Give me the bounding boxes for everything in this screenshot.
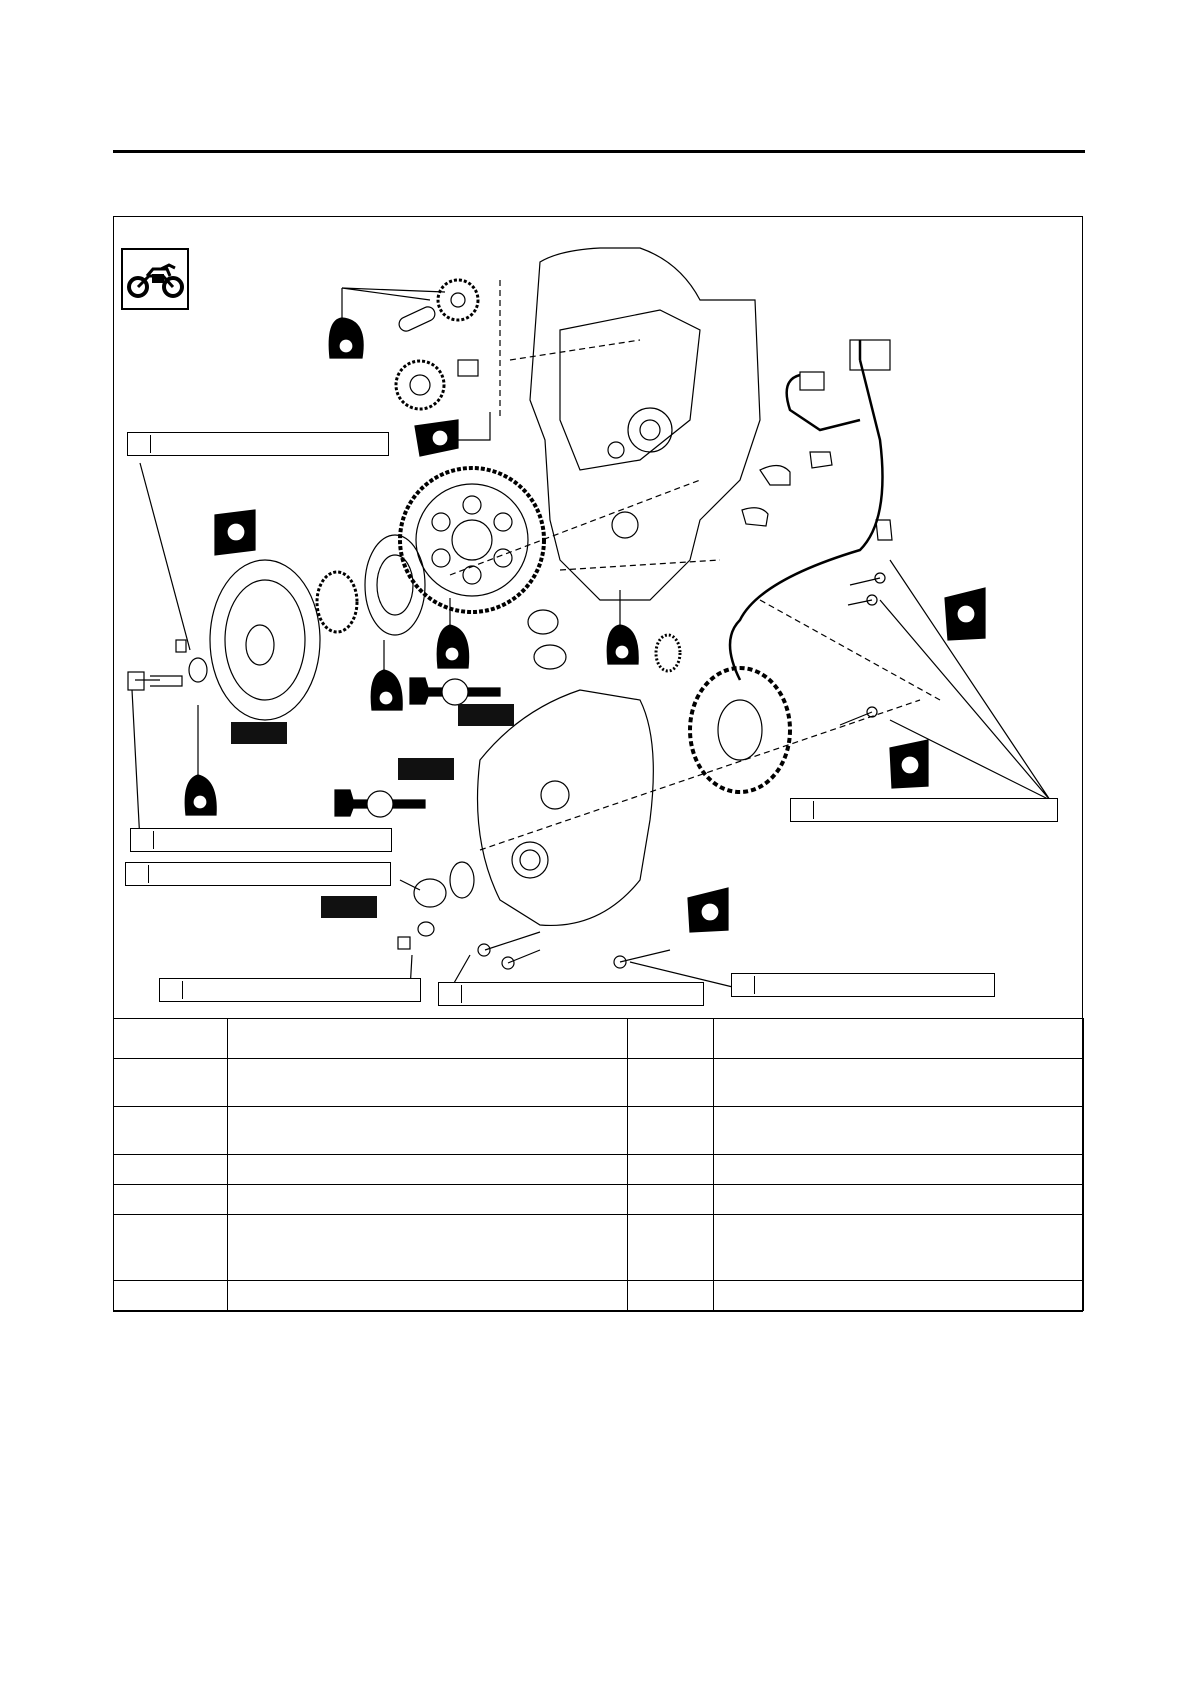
torque-spec-stator-bolt (731, 973, 995, 997)
torque-wrench-icon (734, 976, 755, 994)
torque-wrench-icon (162, 981, 183, 999)
torque-wrench-icon (793, 801, 814, 819)
table-cell (628, 1185, 714, 1215)
new-part-tag-oring-upper (458, 704, 514, 726)
torque-spec-drain-bolt (159, 978, 421, 1002)
table-cell (114, 1059, 228, 1107)
torque-spec-flywheel-bolt (130, 828, 392, 852)
table-row (114, 1019, 1084, 1059)
torque-wrench-icon (130, 435, 151, 453)
header-rule (113, 150, 1085, 153)
table-row (114, 1059, 1084, 1107)
table-cell (714, 1019, 1084, 1059)
table-cell (628, 1107, 714, 1155)
table-cell (114, 1155, 228, 1185)
table-cell (628, 1019, 714, 1059)
table-cell (714, 1281, 1084, 1311)
torque-wrench-icon (441, 985, 462, 1003)
table-cell (714, 1155, 1084, 1185)
table-cell (714, 1185, 1084, 1215)
torque-spec-plug (125, 862, 391, 886)
table-cell (228, 1019, 628, 1059)
table-cell (228, 1281, 628, 1311)
table-cell (714, 1059, 1084, 1107)
table-cell (114, 1185, 228, 1215)
table-row (114, 1107, 1084, 1155)
new-part-tag-gasket (321, 896, 377, 918)
table-cell (628, 1155, 714, 1185)
table-cell (114, 1281, 228, 1311)
table-cell (228, 1107, 628, 1155)
torque-wrench-icon (133, 831, 154, 849)
new-part-tag-washer (231, 722, 287, 744)
table-cell (114, 1107, 228, 1155)
table-cell (628, 1281, 714, 1311)
table-cell (114, 1215, 228, 1281)
torque-spec-cover-bolts (438, 982, 704, 1006)
table-row (114, 1281, 1084, 1311)
table-row (114, 1155, 1084, 1185)
table-cell (228, 1185, 628, 1215)
table-row (114, 1215, 1084, 1281)
motorcycle-icon (121, 248, 189, 310)
torque-wrench-icon (128, 865, 149, 883)
table-cell (228, 1059, 628, 1107)
table-cell (628, 1059, 714, 1107)
new-part-tag-oring-lower (398, 758, 454, 780)
torque-spec-upper-left (127, 432, 389, 456)
table-row (114, 1185, 1084, 1215)
parts-table (113, 1018, 1084, 1311)
torque-spec-right (790, 798, 1058, 822)
table-cell (628, 1215, 714, 1281)
table-cell (714, 1215, 1084, 1281)
table-cell (714, 1107, 1084, 1155)
table-cell (228, 1155, 628, 1185)
table-cell (228, 1215, 628, 1281)
table-cell (114, 1019, 228, 1059)
